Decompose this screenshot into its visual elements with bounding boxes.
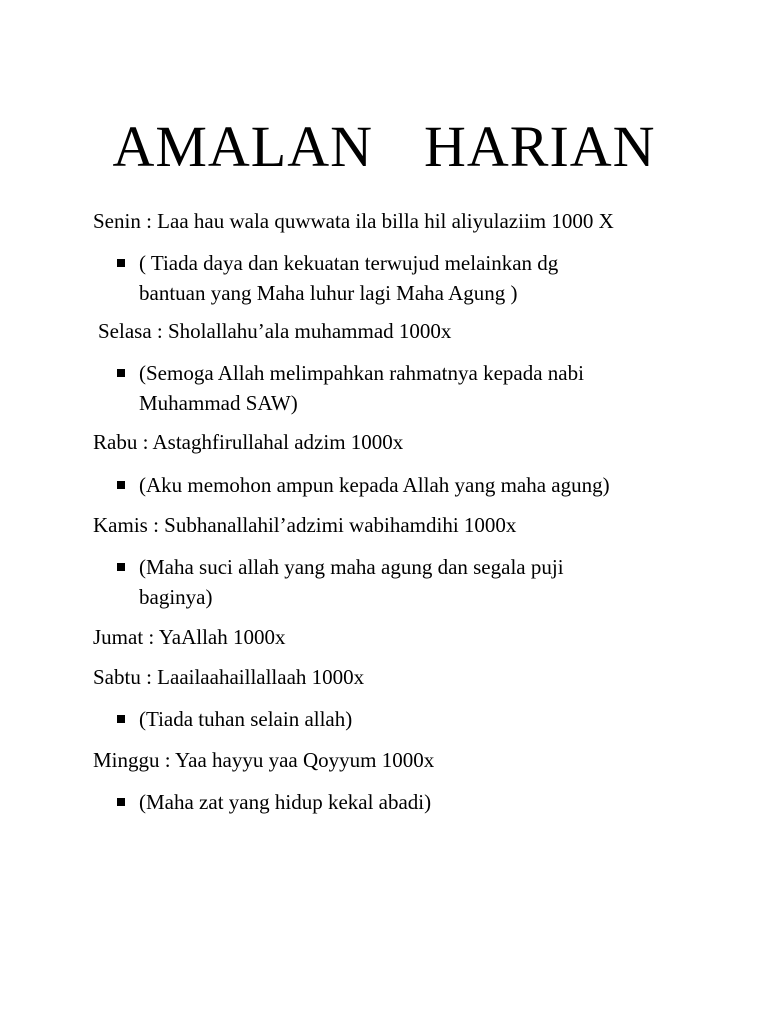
square-bullet-icon [117,563,125,571]
square-bullet-icon [117,798,125,806]
entry-sabtu: Sabtu : Laailaahaillallaah 1000x [93,665,365,689]
page-title: AMALAN HARIAN [112,114,656,179]
entry-rabu: Rabu : Astaghfirullahal adzim 1000x [93,430,404,454]
entry-selasa: Selasa : Sholallahu’ala muhammad 1000x [98,319,452,343]
entry-senin: Senin : Laa hau wala quwwata ila billa hil aliyulaziim 1000 X [93,209,614,233]
meaning-text: (Semoga Allah melimpahkan rahmatnya kepada nabi Muhammad SAW) [139,361,584,415]
meaning-text: ( Tiada daya dan kekuatan terwujud melainkan dg bantuan yang Maha luhur lagi Maha Agung ) [139,251,559,305]
meaning-text: (Maha zat yang hidup kekal abadi) [139,790,432,814]
entry-jumat: Jumat : YaAllah 1000x [93,625,286,649]
square-bullet-icon [117,481,125,489]
square-bullet-icon [117,259,125,267]
square-bullet-icon [117,715,125,723]
meaning-text: (Aku memohon ampun kepada Allah yang maha agung) [139,473,610,497]
entry-minggu: Minggu : Yaa hayyu yaa Qoyyum 1000x [93,748,435,772]
meaning-text: (Maha suci allah yang maha agung dan segala puji baginya) [139,555,564,609]
square-bullet-icon [117,369,125,377]
meaning-text: (Tiada tuhan selain allah) [139,707,353,731]
entry-kamis: Kamis : Subhanallahil’adzimi wabihamdihi 1000x [93,513,517,537]
